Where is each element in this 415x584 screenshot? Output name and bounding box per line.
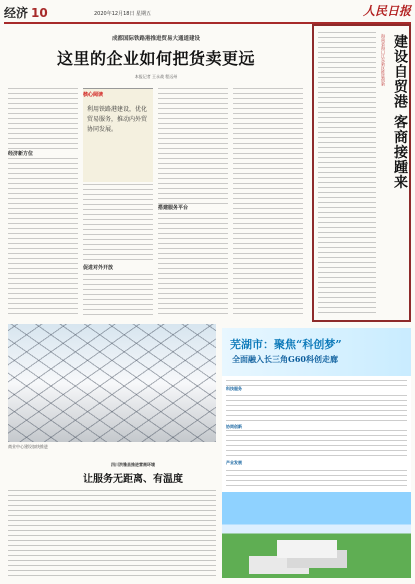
- article-column: [233, 88, 303, 318]
- ad-section-label: 协同创新: [226, 424, 407, 430]
- secondary-body-text: [8, 490, 216, 576]
- article-column: [8, 88, 78, 318]
- lead-byline: 本报记者 王永战 程远州: [134, 74, 178, 79]
- lead-kicker: 成都国际铁路港推进贸易大通道建设: [111, 36, 200, 42]
- side-story-title: 建设自贸港 客商接踵来: [392, 34, 408, 190]
- side-story-subtitle: 海南省海口江东新区推进创新: [381, 34, 386, 86]
- publication-date: 2020年12月18日 星期五: [94, 11, 152, 17]
- callout-title: 核心阅读: [83, 92, 104, 98]
- article-column: [158, 88, 228, 318]
- industrial-park-image: [222, 492, 411, 578]
- photo-caption: 商业中心建设加快推进: [8, 444, 48, 449]
- secondary-article: [8, 462, 216, 576]
- body-text-lines: [83, 184, 153, 318]
- lead-article: [8, 34, 304, 320]
- secondary-kicker: 四川洪雅县推进营商环境: [111, 462, 155, 467]
- section-label: 经济新方位: [8, 150, 78, 157]
- secondary-headline: 让服务无距离、有温度: [83, 474, 183, 485]
- ad-section-label: 产业发展: [226, 460, 407, 466]
- side-story: [312, 24, 411, 322]
- ad-title: 芜湖市：聚焦“科创梦”: [230, 338, 342, 351]
- advertisement-feature: [222, 328, 411, 578]
- ad-body-text: [226, 380, 407, 488]
- body-text-lines: [8, 88, 78, 318]
- body-text-lines: [158, 88, 228, 318]
- ad-subtitle: 全面融入长三角G60科创走廊: [232, 354, 338, 364]
- roof-structure-photo: [8, 324, 216, 442]
- page-label: 经济 10: [4, 6, 48, 20]
- page-header: [4, 4, 411, 24]
- ad-section-label: 科技服务: [226, 386, 407, 392]
- side-story-text: [318, 32, 376, 314]
- ad-header: [222, 328, 411, 376]
- core-reading-box: [83, 88, 153, 182]
- section-label: 搭建服务平台: [158, 204, 228, 211]
- article-column: [83, 184, 153, 318]
- body-text-lines: [233, 88, 303, 318]
- callout-text: 利用铁路港建设，优化贸易服务，推动内外贸协同发展。: [87, 106, 148, 133]
- section-label: 促进对外开放: [83, 264, 153, 271]
- newspaper-logo: 人民日报: [362, 4, 411, 18]
- lead-headline: 这里的企业如何把货卖更远: [56, 49, 255, 68]
